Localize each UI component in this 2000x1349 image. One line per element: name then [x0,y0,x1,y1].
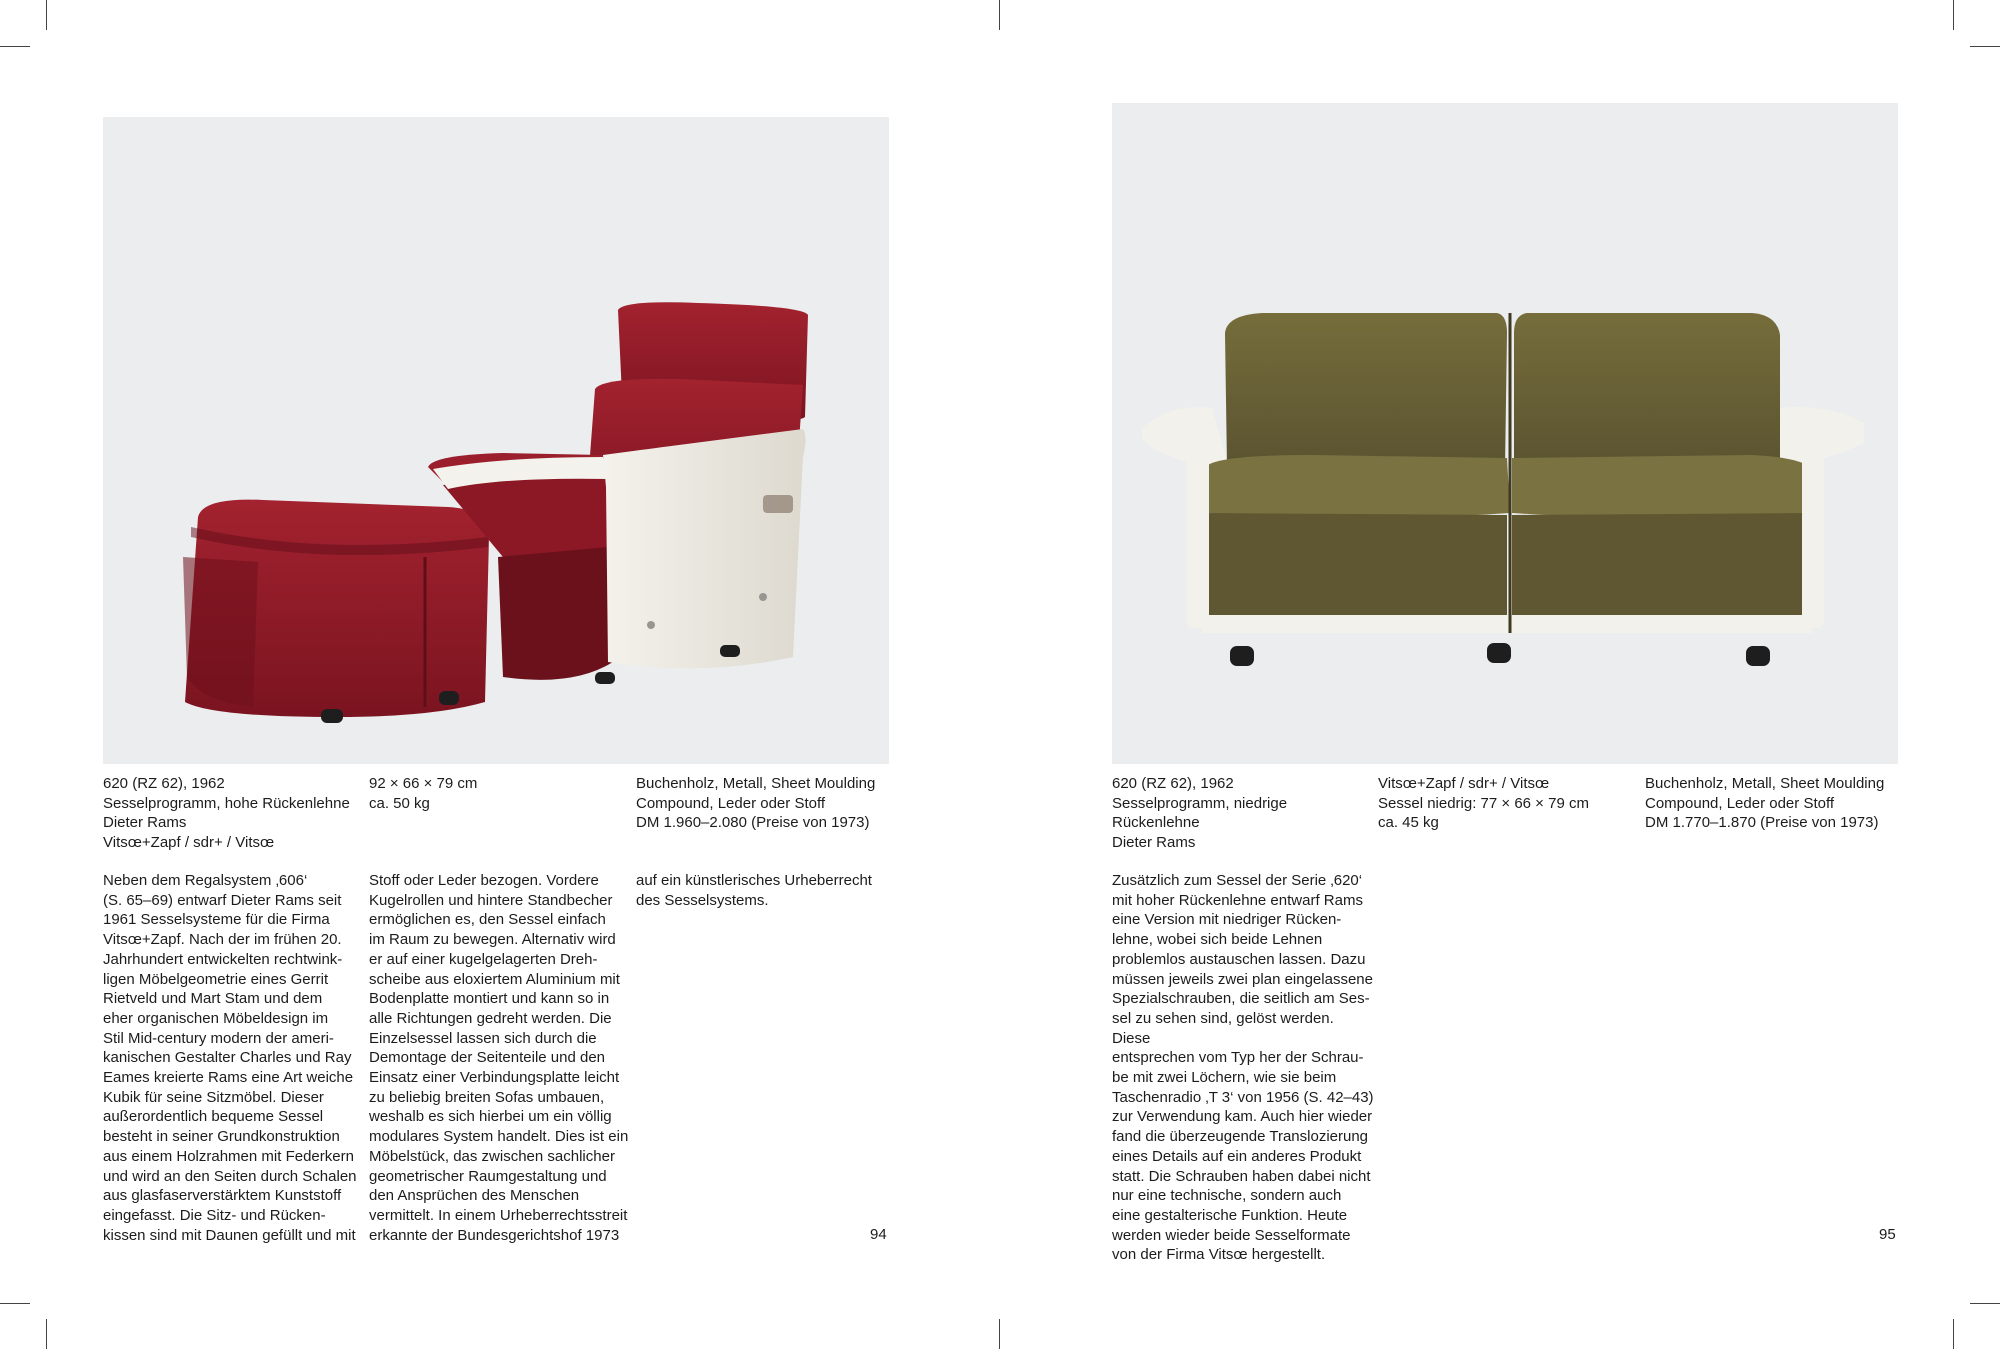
right-caption-col1: 620 (RZ 62), 1962 Sesselprogramm, niedrige Rückenlehne Dieter Rams [1112,775,1288,852]
crop-mark [999,1319,1000,1349]
right-caption-col2: Vitsœ+Zapf / sdr+ / Vitsœ Sessel niedrig: 77 × 66 × 79 cm ca. 45 kg [1378,775,1589,832]
armchair-photo [103,117,889,764]
sofa-photo [1112,103,1898,764]
crop-mark [999,0,1000,30]
crop-mark [0,1303,30,1304]
crop-mark [1970,1303,2000,1304]
right-body-col1: Zusätzlich zum Sessel der Serie ‚620‘ mit hoher Rückenlehne entwarf Rams eine Version mit niedriger Rücken- lehne, wobei sich beide Lehnen problemlos austauschen lassen. Dazu müssen jeweils zwei plan eingelassene Spezialschrauben, die seitlich am Ses- sel zu sehen sind, gelöst werden. Diese entsprechen vom Typ her der Schrau- be mit zwei Löchern, wie sie beim Taschenradio ‚T 3‘ von 1956 (S. 42–43) zur Verwendung kam. Auch hier wieder fand die überzeugende Translozierung eines Details auf ein anderes Produkt statt. Die Schrauben haben dabei nicht nur eine technische, sondern auch eine gestalterische Funktion. Heute werden wieder beide Sesselformate von der Firma Vitsœ hergestellt. [1112,872,1374,1264]
crop-mark [46,0,47,30]
left-caption-col1: 620 (RZ 62), 1962 Sesselprogramm, hohe Rückenlehne Dieter Rams Vitsœ+Zapf / sdr+ / Vitsœ [103,775,350,852]
left-caption-col2: 92 × 66 × 79 cm ca. 50 kg [369,775,478,812]
left-body-col3: auf ein künstlerisches Urheberrecht des Sesselsystems. [636,872,872,909]
right-caption-col3: Buchenholz, Metall, Sheet Moulding Compound, Leder oder Stoff DM 1.770–1.870 (Preise von 1973) [1645,775,1885,832]
page-number-right: 95 [1879,1226,1896,1243]
left-body-col2: Stoff oder Leder bezogen. Vordere Kugelrollen und hintere Standbecher ermöglichen es, den Sessel einfach im Raum zu bewegen. Alternativ wird er auf einer kugelgelagerten Dreh- scheibe aus eloxiertem Aluminium mit Bodenplatte montiert und kann so in alle Richtungen gedreht werden. Die Einzelsessel lassen sich durch die Demontage der Seitenteile und den Einsatz einer Verbindungsplatte leicht zu beliebig breiten Sofas umbauen, weshalb es sich hierbei um ein völlig modulares System handelt. Dies ist ein Möbelstück, das zwischen sachlicher geometrischer Raumgestaltung und den Ansprüchen des Menschen vermittelt. In einem Urheberrechtsstreit erkannte der Bundesgerichtshof 1973 [369,872,629,1244]
crop-mark [1953,0,1954,30]
page-number-left: 94 [870,1226,887,1243]
crop-mark [1953,1319,1954,1349]
crop-mark [0,46,30,47]
crop-mark [1970,46,2000,47]
left-body-col1: Neben dem Regalsystem ‚606‘ (S. 65–69) entwarf Dieter Rams seit 1961 Sesselsysteme für die Firma Vitsœ+Zapf. Nach der im frühen 20. Jahrhundert entwickelten rechtwink- ligen Möbelgeometrie eines Gerrit Rietveld und Mart Stam und dem eher organischen Möbeldesign im Stil Mid-century modern der ameri- kanischen Gestalter Charles und Ray Eames kreierte Rams eine Art weiche Kubik für seine Sitzmöbel. Dieser außerordentlich bequeme Sessel besteht in seiner Grundkonstruktion aus einem Holzrahmen mit Federkern und wird an den Seiten durch Schalen aus glasfaserverstärktem Kunststoff eingefasst. Die Sitz- und Rücken- kissen sind mit Daunen gefüllt und mit [103,872,357,1244]
crop-mark [46,1319,47,1349]
left-caption-col3: Buchenholz, Metall, Sheet Moulding Compound, Leder oder Stoff DM 1.960–2.080 (Preise von 1973) [636,775,876,832]
